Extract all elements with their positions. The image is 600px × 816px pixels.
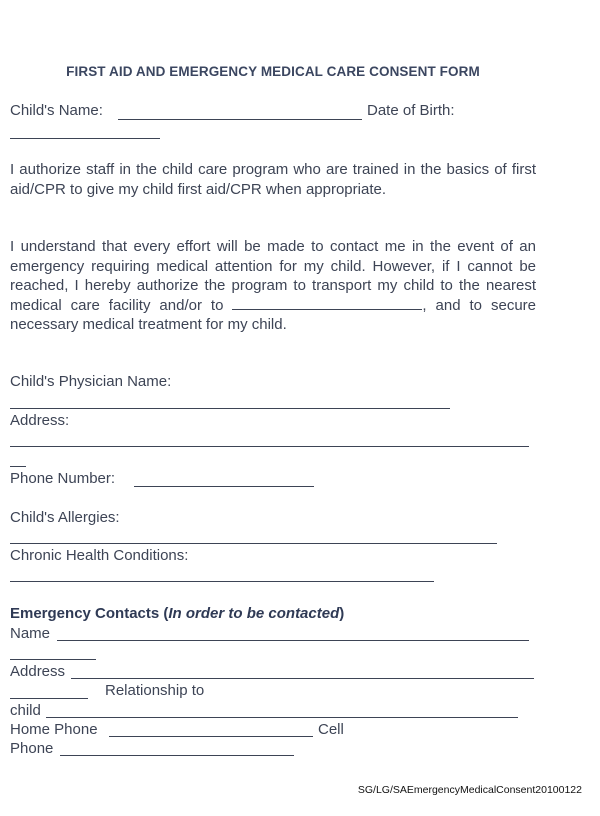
home-phone-field[interactable] <box>109 736 313 737</box>
physician-label: Child's Physician Name: <box>10 373 172 390</box>
form-title: FIRST AID AND EMERGENCY MEDICAL CARE CONSENT FORM <box>66 64 480 79</box>
contact-name-field-continued[interactable] <box>10 659 96 660</box>
contact-name-field[interactable] <box>57 640 529 641</box>
allergies-label: Child's Allergies: <box>10 509 120 526</box>
contact-address-field-continued[interactable] <box>10 698 88 699</box>
transport-paragraph <box>10 237 536 335</box>
emergency-heading-text: Emergency Contacts ( <box>10 605 169 622</box>
relationship-field[interactable] <box>46 717 518 718</box>
relationship-label: Relationship to <box>105 682 205 699</box>
facility-field[interactable] <box>232 297 422 310</box>
transport-paragraph-text: I understand that every effort will be made to contact me in the event of an emergency requiring medical attention for my child. However, if I cannot be reached, I hereby authorize the program to transport my child to the nearest medical care facility and/or to <box>10 238 536 314</box>
chronic-field[interactable] <box>10 581 434 582</box>
contact-address-field[interactable] <box>71 678 534 679</box>
emergency-heading-close: ) <box>339 605 345 622</box>
cell-phone-field[interactable] <box>60 755 294 756</box>
child-name-field[interactable] <box>118 119 362 120</box>
relationship-child-label: child <box>10 702 41 719</box>
phone-label: Phone Number: <box>10 470 116 487</box>
transport-paragraph-end: , and to secure necessary medical treatment for my child. <box>10 296 536 333</box>
emergency-contacts-heading <box>10 605 344 622</box>
dob-label: Date of Birth: <box>367 102 455 119</box>
child-name-label: Child's Name: <box>10 102 103 119</box>
cell-phone-label: Phone <box>10 740 54 757</box>
phone-field[interactable] <box>134 486 314 487</box>
contact-address-label: Address <box>10 663 66 680</box>
home-phone-label: Home Phone <box>10 721 98 738</box>
address-label: Address: <box>10 412 70 429</box>
contact-name-label: Name <box>10 625 51 642</box>
physician-field[interactable] <box>10 408 450 409</box>
address-field-continued[interactable] <box>10 466 26 467</box>
address-field[interactable] <box>10 446 529 447</box>
authorization-paragraph: I authorize staff in the child care program who are trained in the basics of first aid/CPR to give my child first aid/CPR when appropriate. <box>10 161 536 198</box>
dob-field[interactable] <box>10 138 160 139</box>
cell-label: Cell <box>318 721 344 738</box>
form-code-footer: SG/LG/SAEmergencyMedicalConsent20100122 <box>357 784 582 796</box>
emergency-heading-italic: In order to be contacted <box>168 605 340 622</box>
allergies-field[interactable] <box>10 543 497 544</box>
chronic-label: Chronic Health Conditions: <box>10 547 189 564</box>
